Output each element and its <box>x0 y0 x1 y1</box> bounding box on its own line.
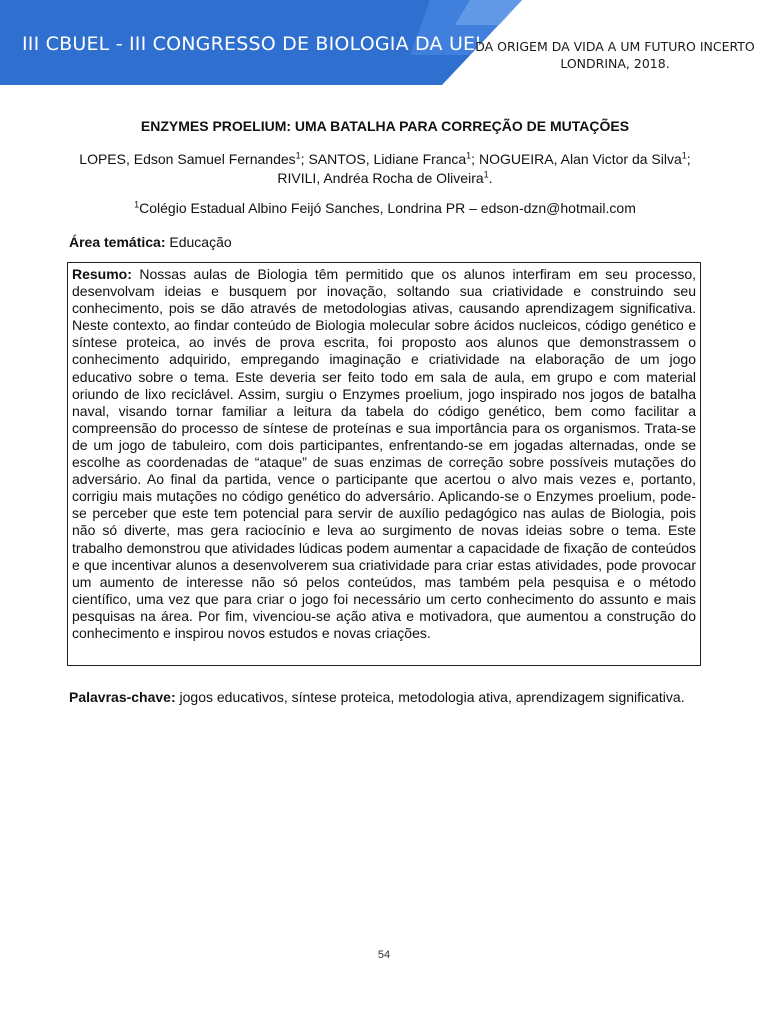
author-separator: . <box>488 170 493 186</box>
author-separator: ; <box>300 151 309 167</box>
affiliation-text: Colégio Estadual Albino Feijó Sanches, Londrina PR – edson-dzn@hotmail.com <box>139 200 636 216</box>
author-affiliation-mark: 1 <box>295 150 301 161</box>
author-name: LOPES, Edson Samuel Fernandes <box>79 151 296 167</box>
affiliation-mark: 1 <box>134 199 140 210</box>
conference-name: III CBUEL - III CONGRESSO DE BIOLOGIA DA UEL <box>22 33 487 55</box>
conference-slogan-block <box>470 38 760 72</box>
thematic-area <box>69 234 701 250</box>
abstract-box <box>67 262 701 666</box>
author-name: RIVILI, Andréa Rocha de Oliveira <box>277 170 484 186</box>
abstract-text: Nossas aulas de Biologia têm permitido que os alunos interfiram em seu processo, desenvolvam ideias e busquem por inovação, soltando sua criatividade e construindo seu conhecimento, pois se dão através de metodologias ativas, causando aprendizagem significativa. Neste contexto, ao findar conteúdo de Biologia molecular sobre ácidos nucleicos, código genético e síntese proteica, ao invés de prova escrita, foi proposto aos alunos que demonstrassem o conhecimento adquirido, empregando imaginação e criatividade na elaboração de um jogo educativo sobre o tema. Este deveria ser feito todo em sala de aula, em grupo e com material oriundo de lixo reciclável. Assim, surgiu o Enzymes proelium, jogo inspirado nos jogos de batalha naval, visando tornar familiar a leitura da tabela do código genético, bem como facilitar a compreensão do processo de síntese de proteínas e sua importância para os organismos. Trata-se de um jogo de tabuleiro, com dois participantes, enfrentando-se em jogadas alternadas, onde se escolhe as coordenadas de “ataque” de suas enzimas de correção sobre possíveis mutações do adversário. Ao final da partida, vence o participante que acertou o alvo mais vezes e, portanto, corrigiu mais mutações no código genético do adversário. Aplicando-se o Enzymes proelium, pode-se perceber que este tem potencial para servir de auxílio pedagógico nas aulas de Biologia, pois não só diverte, mas gera raciocínio e leva ao surgimento de novas ideias sobre o tema. Este trabalho demonstrou que atividades lúdicas podem aumentar a capacidade de fixação de conteúdos e que incentivar alunos a desenvolverem sua criatividade para criar estas atividades, pode provocar um aumento de interesse não só pelos conteúdos, mas também pela pesquisa e o método científico, uma vez que para criar o jogo foi necessário um certo conhecimento do assunto e mais pesquisas na área. Por fim, vivenciou-se ação ativa e motivadora, que aumentou a construção do conhecimento e inspirou novos estudos e novas criações. <box>72 266 697 641</box>
conference-slogan: DA ORIGEM DA VIDA A UM FUTURO INCERTO <box>475 39 755 54</box>
conference-banner <box>0 0 768 85</box>
author-affiliation-mark: 1 <box>681 150 687 161</box>
abstract-label: Resumo: <box>72 266 132 282</box>
keywords <box>69 689 701 706</box>
author-separator: ; <box>686 151 691 167</box>
author-separator: ; <box>471 151 479 167</box>
paper-title: ENZYMES PROELIUM: UMA BATALHA PARA CORREÇÃO DE MUTAÇÕES <box>140 118 630 134</box>
conference-place-year: LONDRINA, 2018. <box>560 56 670 71</box>
thematic-area-label: Área temática: <box>69 234 166 250</box>
page-number: 54 <box>377 949 391 961</box>
author-list <box>69 150 701 188</box>
keywords-label: Palavras-chave: <box>69 689 176 705</box>
keywords-text: jogos educativos, síntese proteica, metodologia ativa, aprendizagem significativa. <box>179 689 685 705</box>
author-affiliation-mark: 1 <box>483 169 489 180</box>
author-affiliation-mark: 1 <box>466 150 472 161</box>
author-name: SANTOS, Lidiane Franca <box>308 151 467 167</box>
author-name: NOGUEIRA, Alan Victor da Silva <box>478 151 682 167</box>
affiliation <box>69 200 701 216</box>
thematic-area-value: Educação <box>169 234 232 250</box>
